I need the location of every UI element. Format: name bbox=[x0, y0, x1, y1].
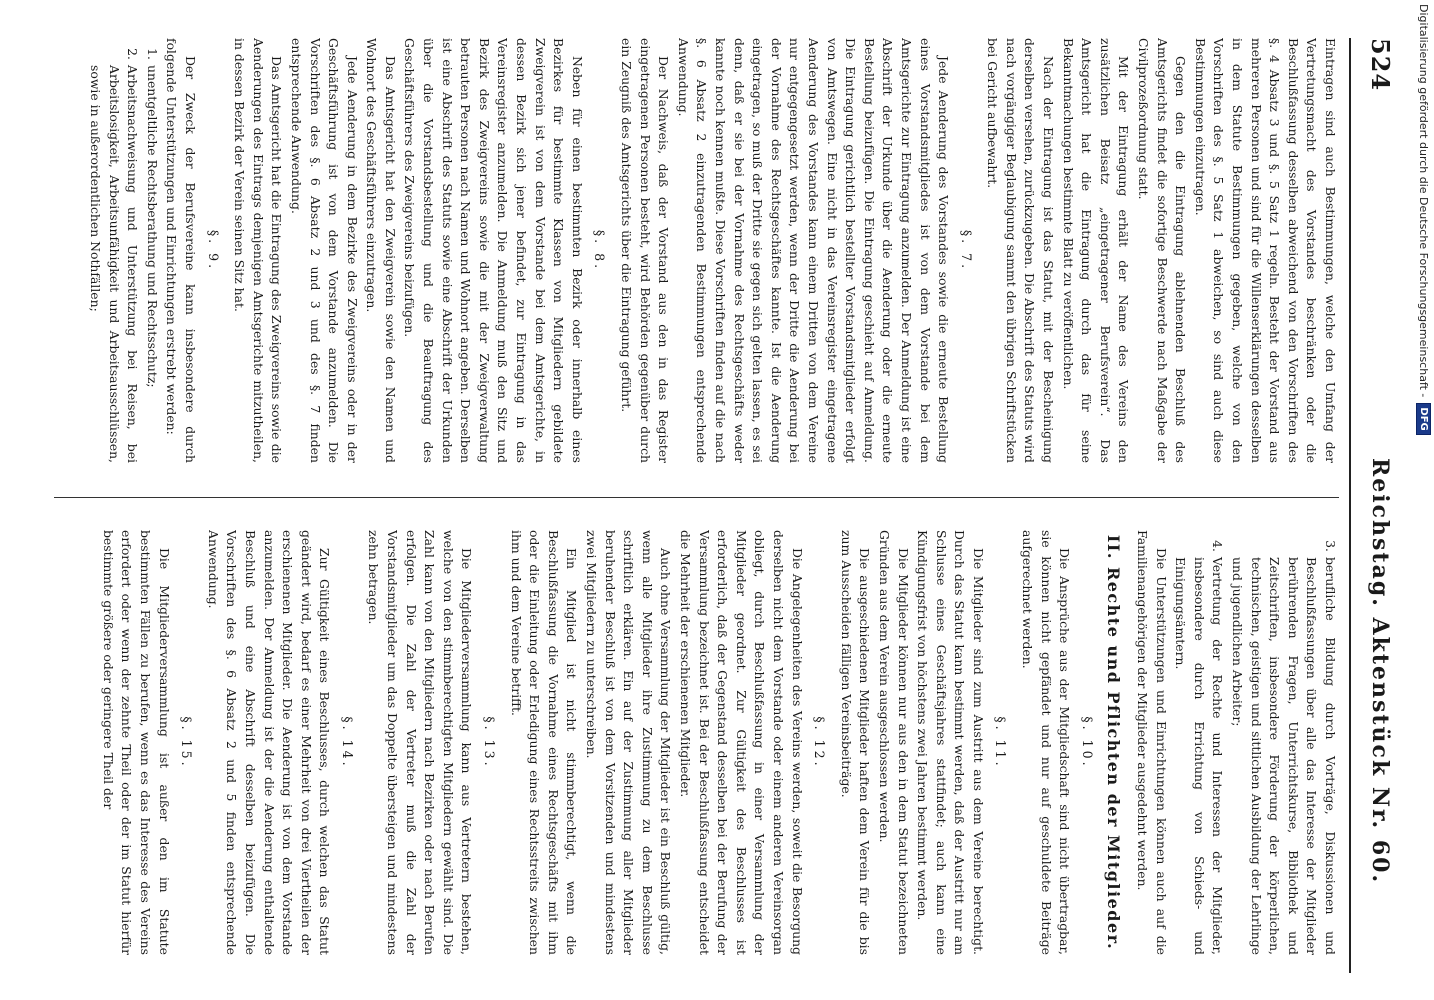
dfg-logo: DFG bbox=[1416, 403, 1431, 434]
list-item bbox=[85, 38, 141, 463]
section-heading: §. 14. bbox=[339, 716, 355, 769]
list-number: 4. bbox=[1210, 540, 1226, 552]
footer-credit-line bbox=[1416, 4, 1431, 435]
paragraph: Das Amtsgericht hat den Zweigverein sowie den Namen und Wohnort des Geschäftsführers einzutragen. bbox=[364, 38, 398, 463]
footer-credit: Digitalisierung gefördert durch die Deutsche Forschungsgemeinschaft - bbox=[1417, 4, 1430, 398]
list-item bbox=[142, 38, 161, 463]
section-heading: §. 9. bbox=[205, 229, 221, 272]
paragraph: Eintragen sind auch Bestimmungen, welche den Umfang der Vertretungsmacht des Vorstandes beschränken oder die Beschlußfassung desselben abweichend von den Vorschriften des §. 4 Absatz 3 und §. 5 Satz 1 regeln. Besteht der Vorstand aus mehreren Personen und sind für die Willenserklärungen desselben in dem Statute Bestimmungen gegeben, welche von den Vorschriften des §. 5 Satz 1 abweichen, so sind auch diese Bestimmungen einzutragen. bbox=[1192, 38, 1338, 463]
section-heading: §. 11. bbox=[993, 716, 1009, 769]
paragraph: Die ausgeschiedenen Mitglieder haften dem Verein für die bis zum Ausscheiden fälligen Vereinsbeiträge. bbox=[838, 530, 873, 955]
page-number: 524 bbox=[1366, 38, 1395, 92]
list-number: 1. bbox=[144, 48, 160, 60]
paragraph: Mit der Eintragung erhält der Name des Vereins den zusätzlichen Beisatz „eingetragener Berufsverein“. Das Amtsgericht hat die Eintragung durch das für seine Bekanntmachungen bestimmte Blatt zu veröffentlichen. bbox=[1060, 38, 1132, 463]
footer-strip bbox=[1410, 0, 1434, 1000]
list-number: 3. bbox=[1323, 540, 1338, 552]
list-text: Vertretung der Rechte und Interessen der Mitglieder, insbesondere durch Errichtung von Schieds- und Einigungsämtern. bbox=[1173, 557, 1226, 955]
paragraph: Die Angelegenheiten des Vereins werden, soweit die Besorgung derselben nicht dem Vorstande oder einem anderen Vereinsorgan obliegt, durch Beschlußfassung in einer Versammlung der Mitglieder geordnet. Zur Gültigkeit des Beschlusses ist erforderlich, daß der Gegenstand desselben bei der Berufung der Versammlung bezeichnet ist. Bei der Beschlußfassung entscheidet die Mehrheit der erschienenen Mitglieder. bbox=[678, 530, 805, 955]
part-heading: II. Rechte und Pflichten der Mitglieder. bbox=[1104, 534, 1124, 951]
left-column bbox=[54, 38, 1339, 463]
paragraph: Auch ohne Versammlung der Mitglieder ist ein Beschluß gültig, wenn alle Mitglieder ihre Zustimmung zu dem Beschlusse schriftlich erklären. Ein auf der Zustimmung aller Mitglieder beruhender Beschluß ist von dem Vorsitzenden und mindestens zwei Mitgliedern zu unterschreiben. bbox=[584, 530, 674, 955]
header-rule bbox=[1349, 38, 1351, 973]
section-heading: §. 10. bbox=[1079, 716, 1095, 769]
paragraph: Nach der Eintragung ist das Statut, mit der Bescheinigung derselben versehen, zurückzugeben. Die Abschrift des Statuts wird nach vorgängiger Beglaubigung sammt den übrigen Schriftstücken bei Gericht aufbewahrt. bbox=[985, 38, 1057, 463]
paragraph: Die Mitgliederversammlung ist außer den im Statute bestimmten Fällen zu berufen, wenn es das Interesse des Vereins erfordert oder wenn der zehnte Theil oder der im Statut hierfür bestimmte größere oder geringere Theil der bbox=[100, 530, 172, 955]
list-text: Arbeitsnachweisung und Unterstützung bei Reisen, bei Arbeitslosigkeit, Arbeitsunfähigkeit und Arbeitsausschlüssen, sowie in außerordentlichen Nothfällen; bbox=[88, 65, 141, 463]
list-item bbox=[1171, 530, 1227, 955]
right-column bbox=[54, 530, 1339, 955]
list-item bbox=[1227, 530, 1339, 955]
paragraph: Der Zweck der Berufsvereine kann insbesondere durch folgende Unterstützungen und Einrichtungen erstrebt werden: bbox=[164, 38, 198, 463]
paragraph: Zur Gültigkeit eines Beschlusses, durch welchen das Statut geändert wird, bedarf es einer Mehrheit von drei Viertheilen der erschienenen Mitglieder. Die Aenderung ist von dem Vorstande anzumelden. Der Anmeldung ist der die Aenderung enthaltende Beschluß und eine Abschrift desselben beizufügen. Die Vorschriften des §. 6 Absatz 2 und 5 finden entsprechende Anwendung. bbox=[205, 530, 333, 955]
running-title: Reichstag. Aktenstück Nr. 60. bbox=[1367, 458, 1393, 885]
paragraph: Der Nachweis, daß der Vorstand aus den in das Register eingetragenen Personen besteht, wird Behörden gegenüber durch ein Zeugniß des Amtsgerichts über die Eintragung geführt. bbox=[619, 38, 672, 463]
list-number: 2. bbox=[125, 48, 141, 60]
paragraph: Die Mitgliederversammlung kann aus Vertretern bestehen, welche von den stimmberechtigten Mitgliedern gewählt sind. Die Zahl kann von den Mitgliedern nach Bezirken oder nach Berufen erfolgen. Die Zahl der Vertreter muß die Zahl der Vorstandsmitglieder um das Doppelte übersteigen und mindestens zehn betragen. bbox=[366, 530, 475, 955]
paragraph: Gegen den die Eintragung ablehnenden Beschluß des Amtsgerichts findet die sofortige Beschwerde nach Maßgabe der Civilprozeßordnung statt. bbox=[1136, 38, 1189, 463]
section-heading: §. 15. bbox=[179, 716, 195, 769]
page-header bbox=[1355, 38, 1395, 973]
section-heading: §. 8. bbox=[592, 229, 608, 272]
column-divider bbox=[54, 497, 1339, 498]
section-heading: §. 12. bbox=[812, 716, 828, 769]
paragraph: Die Unterstützungen und Einrichtungen können auch auf die Familienangehörigen der Mitglieder ausgedehnt werden. bbox=[1135, 530, 1169, 955]
paragraph: Die Mitglieder sind zum Austritt aus dem Vereine berechtigt. Durch das Statut kann bestimmt werden, daß der Austritt nur am Schlusse eines Geschäftsjahres stattfindet; auch kann eine Kündigungsfrist von höchstens zwei Jahren bestimmt werden. bbox=[915, 530, 986, 955]
paragraph: Jede Aenderung in dem Bezirke des Zweigvereins oder in der Geschäftsführung ist von dem Vorstande anzumelden. Die Vorschriften des §. 6 Absatz 2 und 3 und des §. 7 finden entsprechende Anwendung. bbox=[288, 38, 360, 463]
rotated-page-content bbox=[45, 38, 1395, 973]
paragraph: Jede Aenderung des Vorstandes sowie die erneute Bestellung eines Vorstandsmitgliedes ist von dem Vorstande bei dem Amtsgerichte zur Eintragung anzumelden. Der Anmeldung ist eine Abschrift der Urkunde über die Aenderung oder die erneute Bestellung beizufügen. Die Eintragung geschieht auf Anmeldung. Die Eintragung gerichtlich bestellter Vorstandsmitglieder erfolgt von Amtswegen. Eine nicht in das Vereinsregister eingetragene Aenderung des Vorstandes kann einem Dritten von dem Vereine nur entgegengesetzt werden, wenn der Dritte die Aenderung bei der Vornahme des Rechtsgeschäftes kannte. Ist die Aenderung eingetragen, so muß der Dritte sie gegen sich gelten lassen, es sei denn, daß er sie bei der Vornahme des Rechtsgeschäfts weder kannte noch kennen mußte. Diese Vorschriften finden auf die nach §. 6 Absatz 2 einzutragenden Bestimmungen entsprechende Anwendung. bbox=[675, 38, 952, 463]
section-heading: §. 13. bbox=[482, 716, 498, 769]
paragraph: Neben für einen bestimmten Bezirk oder innerhalb eines Bezirkes für bestimmte Klassen von Mitgliedern gebildete Zweigverein ist von dem Vorstande bei dem Amtsgerichte, in dessen Bezirk sich jener befindet, zur Eintragung in das Vereinsregister anzumelden. Die Anmeldung muß den Sitz und Bezirk des Zweigvereins sowie die mit der Zweigverwaltung betrauten Personen nach Namen und Wohnort angeben. Derselben ist eine Abschrift des Statuts sowie eine Abschrift der Urkunden über die Vorstandsbestellung und die Beauftragung des Geschäftsführers des Zweigvereins beizufügen. bbox=[402, 38, 585, 463]
list-text: unentgeltliche Rechtsberathung und Rechtsschutz; bbox=[144, 65, 160, 388]
paragraph: Die Ansprüche aus der Mitgliedschaft sind nicht übertragbar, sie können nicht gepfändet und nur auf geschuldete Beiträge aufgerechnet werden. bbox=[1020, 530, 1073, 955]
paragraph: Die Mitglieder können nur aus den in dem Statut bezeichneten Gründen aus dem Verein ausgeschlossen werden. bbox=[876, 530, 911, 955]
paragraph: Ein Mitglied ist nicht stimmberechtigt, wenn die Beschlußfassung die Vornahme eines Rechtsgeschäfts mit ihm oder die Einleitung oder Erledigung eines Rechtsstreits zwischen ihm und dem Vereine betrifft. bbox=[508, 530, 580, 955]
section-heading: §. 7. bbox=[958, 229, 974, 272]
paragraph: Das Amtsgericht hat die Eintragung des Zweigvereins sowie die Aenderungen des Eintrags demjenigen Amtsgerichte mitzutheilen, in dessen Bezirk der Verein seinen Sitz hat. bbox=[232, 38, 285, 463]
list-text: berufliche Bildung durch Vorträge, Diskussionen und Beschlußfassungen über alle das Interesse der Mitglieder berührenden Fragen, Unterrichtskurse, Bibliothek und Zeitschriften, insbesondere Förderung der körperlichen, technischen, geistigen und sittlichen Ausbildung der Lehrlinge und jugendlichen Arbeiter; bbox=[1230, 557, 1338, 955]
